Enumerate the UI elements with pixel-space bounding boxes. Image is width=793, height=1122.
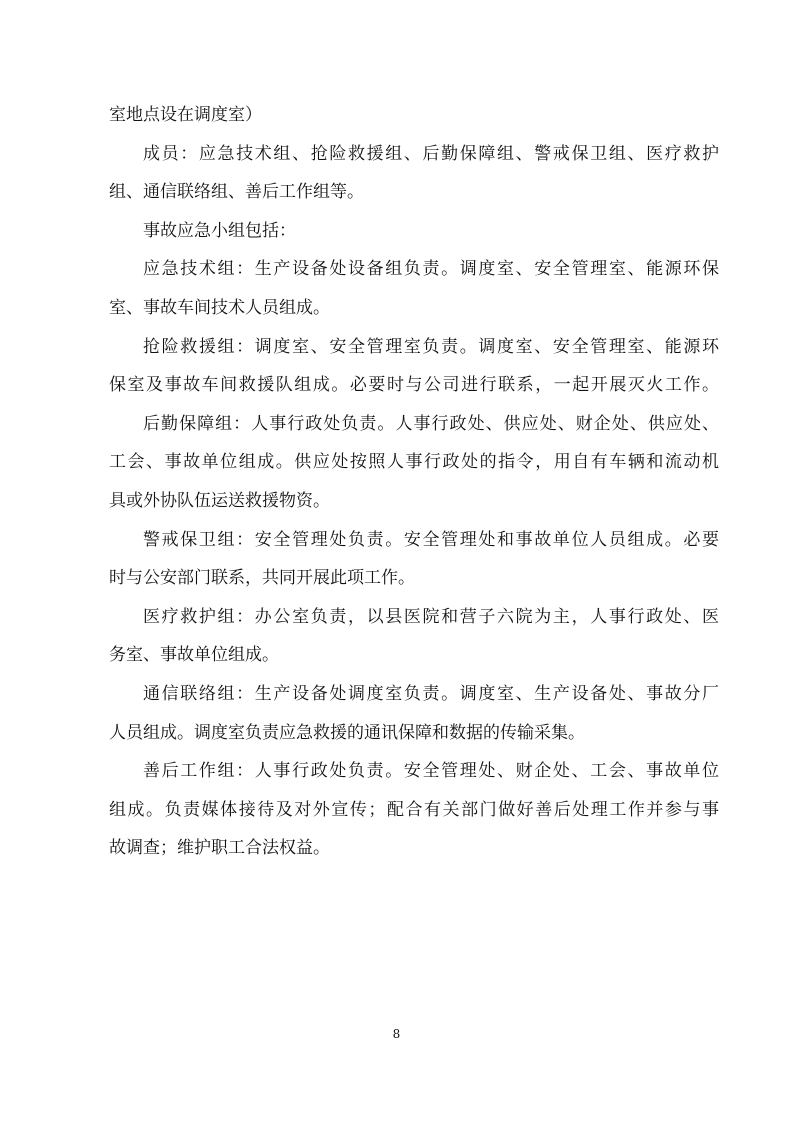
paragraph-logistics-group-line: 后勤保障组：人事行政处负责。人事行政处、供应处、财企处、供应处、: [143, 413, 719, 434]
text-line: 室、事故车间技术人员组成。: [109, 297, 330, 318]
paragraph-subgroups-intro: 事故应急小组包括：: [143, 220, 296, 241]
text-line: 时与公安部门联系，共同开展此项工作。: [109, 568, 415, 589]
body-text: [109, 96, 719, 868]
paragraph-tech-group-line: 应急技术组：生产设备处设备组负责。调度室、安全管理室、能源环保: [143, 259, 719, 280]
paragraph-security-group-line: 警戒保卫组：安全管理处负责。安全管理处和事故单位人员组成。必要: [143, 529, 719, 550]
paragraph-rescue-group-line: 抢险救援组：调度室、安全管理室负责。调度室、安全管理室、能源环: [143, 336, 719, 357]
page-number: 8: [392, 1027, 401, 1041]
text-line: 具或外协队伍运送救援物资。: [109, 490, 330, 511]
text-line: 人员组成。调度室负责应急救援的通讯保障和数据的传输采集。: [109, 722, 585, 743]
text-line: 组、通信联络组、善后工作组等。: [109, 182, 364, 203]
paragraph-communication-group-line: 通信联络组：生产设备处调度室负责。调度室、生产设备处、事故分厂: [143, 683, 719, 704]
paragraph-aftermath-group-line: 善后工作组：人事行政处负责。安全管理处、财企处、工会、事故单位: [143, 761, 719, 782]
text-line: 故调查；维护职工合法权益。: [109, 838, 330, 859]
text-line: 工会、事故单位组成。供应处按照人事行政处的指令，用自有车辆和流动机: [109, 452, 719, 473]
paragraph-medical-group-line: 医疗救护组：办公室负责，以县医院和营子六院为主，人事行政处、医: [143, 606, 719, 627]
text-line: 务室、事故单位组成。: [109, 645, 279, 666]
text-line: 保室及事故车间救援队组成。必要时与公司进行联系，一起开展灭火工作。: [109, 375, 719, 396]
text-line: 室地点设在调度室）: [109, 105, 262, 125]
text-line: 组成。负责媒体接待及对外宣传；配合有关部门做好善后处理工作并参与事: [109, 799, 719, 820]
paragraph-members-line: 成员：应急技术组、抢险救援组、后勤保障组、警戒保卫组、医疗救护: [143, 143, 719, 164]
